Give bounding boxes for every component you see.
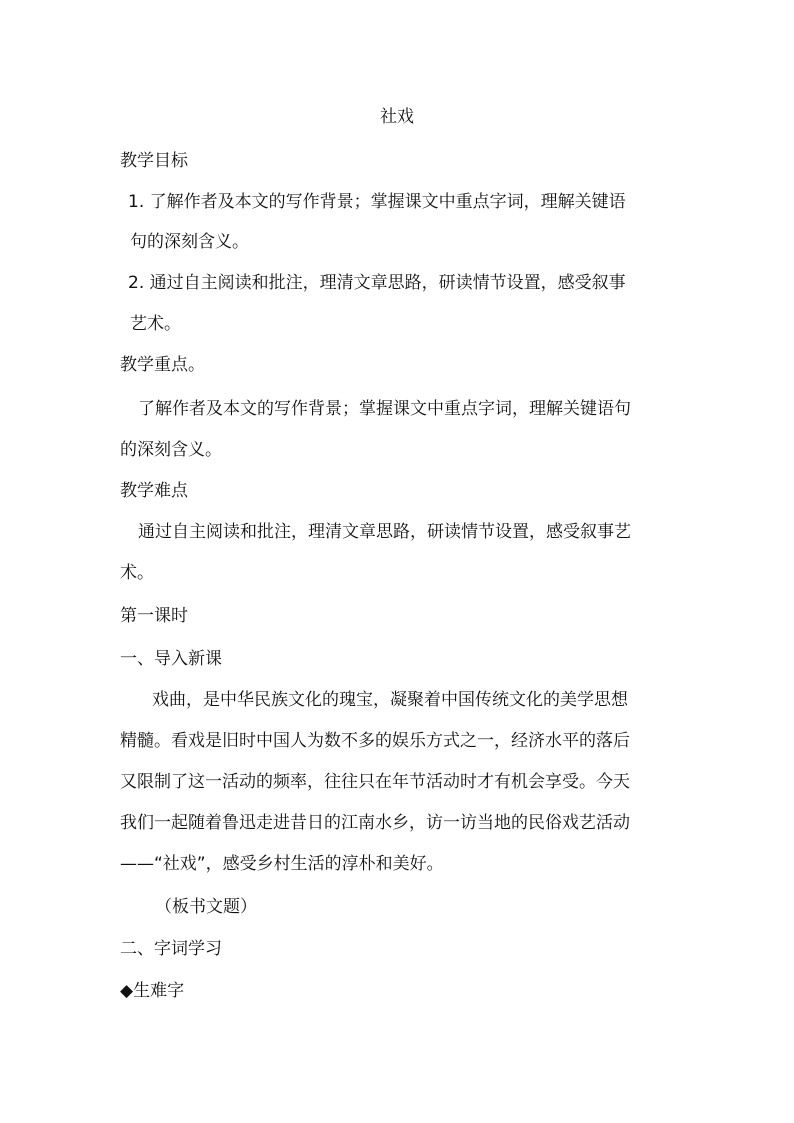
objective-2-line-1: 2. 通过自主阅读和批注，理清文章思路，研读情节设置，感受叙事 <box>128 273 626 293</box>
objective-1-line-2: 句的深刻含义。 <box>130 232 249 252</box>
section-2-heading: 二、字词学习 <box>120 939 222 959</box>
heading-first-lesson: 第一课时 <box>120 606 188 626</box>
intro-paragraph-line-4: 我们一起随着鲁迅走进昔日的江南水乡，访一访当地的民俗戏艺活动 <box>120 813 630 833</box>
difficulties-line-2: 术。 <box>120 563 154 583</box>
key-points-line-2: 的深刻含义。 <box>120 440 222 460</box>
board-note: （板书文题） <box>155 897 257 917</box>
intro-paragraph-line-5: ——“社戏”，感受乡村生活的淳朴和美好。 <box>120 854 444 874</box>
heading-key-points: 教学重点。 <box>120 355 205 375</box>
subheading-difficult-characters: ◆生难字 <box>120 981 185 1001</box>
objective-1-line-1: 1. 了解作者及本文的写作背景；掌握课文中重点字词，理解关键语 <box>128 192 626 212</box>
heading-difficulties: 教学难点 <box>120 481 188 501</box>
difficulties-line-1: 通过自主阅读和批注，理清文章思路，研读情节设置，感受叙事艺 <box>138 522 631 542</box>
heading-objectives: 教学目标 <box>120 151 188 171</box>
objective-2-line-2: 艺术。 <box>130 314 181 334</box>
intro-paragraph-line-2: 精髓。看戏是旧时中国人为数不多的娱乐方式之一，经济水平的落后 <box>120 731 630 751</box>
intro-paragraph-line-1: 戏曲，是中华民族文化的瑰宝，凝聚着中国传统文化的美学思想 <box>152 690 628 710</box>
intro-paragraph-line-3: 又限制了这一活动的频率，往往只在年节活动时才有机会享受。今天 <box>120 772 630 792</box>
key-points-line-1: 了解作者及本文的写作背景；掌握课文中重点字词，理解关键语句 <box>138 399 631 419</box>
section-1-heading: 一、导入新课 <box>120 649 222 669</box>
page-title: 社戏 <box>380 107 414 127</box>
